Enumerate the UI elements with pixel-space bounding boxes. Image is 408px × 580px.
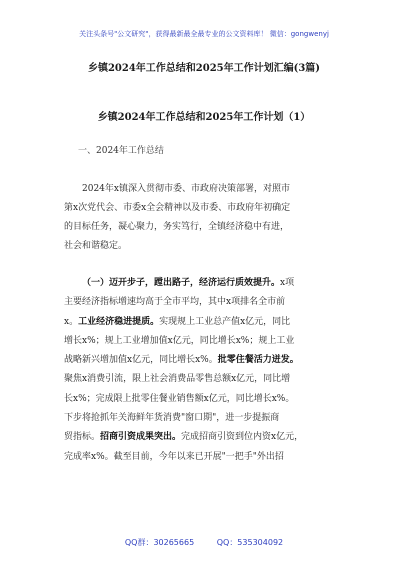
text-run: x项 bbox=[280, 278, 295, 288]
paragraph-1 bbox=[64, 180, 352, 256]
footer-qq: QQ：535304092 bbox=[216, 538, 284, 547]
text-run: 战略新兴增加值x亿元，同比增长x%。 bbox=[64, 355, 218, 366]
footer-contact bbox=[0, 537, 408, 548]
paragraph-line: 聚焦x消费引流，限上社会消费品零售总额x亿元，同比增 bbox=[64, 374, 291, 385]
paragraph-line: 社会和谐稳定。 bbox=[64, 241, 128, 251]
text-run: 实现规上工业总产值x亿元，同比 bbox=[159, 316, 291, 327]
paragraph-line bbox=[64, 428, 352, 447]
paragraph-line bbox=[64, 351, 352, 370]
document-title: 乡镇2024年工作总结和2025年工作计划汇编(3篇) bbox=[87, 63, 321, 74]
section-heading: 一、2024年工作总结 bbox=[78, 146, 164, 156]
bold-heading: 招商引资成果突出。 bbox=[100, 432, 182, 443]
bold-heading: 工业经济稳进提质。 bbox=[78, 316, 160, 327]
paragraph-line: 长x%；完成限上批零住餐业销售额x亿元，同比增长x%。 bbox=[64, 393, 295, 404]
bold-heading: 批零住餐活力迸发。 bbox=[217, 355, 299, 366]
document-subtitle: 乡镇2024年工作总结和2025年工作计划（1） bbox=[97, 112, 311, 123]
top-banner bbox=[0, 6, 408, 56]
paragraph-line: 增长x%；规上工业增加值x亿元，同比增长x%；规上工业 bbox=[64, 335, 295, 346]
paragraph-line: 的目标任务，凝心聚力，务实笃行，全镇经济稳中有进， bbox=[64, 222, 290, 232]
paragraph-line: 第x次党代会、市委x全会精神以及市委、市政府年初确定 bbox=[64, 203, 291, 213]
text-run: 完成招商引资到位内资x亿元， bbox=[181, 432, 304, 443]
bold-heading: （一）迈开步子，蹚出路子，经济运行质效提升。 bbox=[82, 278, 281, 288]
banner-text: 关注头条号"公文研究"，获得最新最全最专业的公文资料库！ 微信：gongwenyj bbox=[79, 30, 329, 38]
footer-qq-group: QQ群：30265665 bbox=[124, 538, 195, 547]
text-run: x。 bbox=[64, 316, 79, 327]
text-run: 贸指标。 bbox=[64, 432, 101, 443]
paragraph-line: 主要经济指标增速均高于全市平均，其中x项排名全市前 bbox=[64, 297, 286, 308]
paragraph-line bbox=[64, 274, 352, 293]
paragraph-line bbox=[64, 313, 352, 332]
paragraph-line: 下步将抢抓年关海鲜年货消费"窗口期"，进一步提振商 bbox=[64, 413, 280, 424]
paragraph-line: 完成率x%。截至目前，今年以来已开展"一把手"外出招 bbox=[64, 451, 284, 462]
paragraph-2 bbox=[64, 274, 352, 467]
paragraph-line: 2024年x镇深入贯彻市委、市政府决策部署，对照市 bbox=[82, 184, 290, 194]
